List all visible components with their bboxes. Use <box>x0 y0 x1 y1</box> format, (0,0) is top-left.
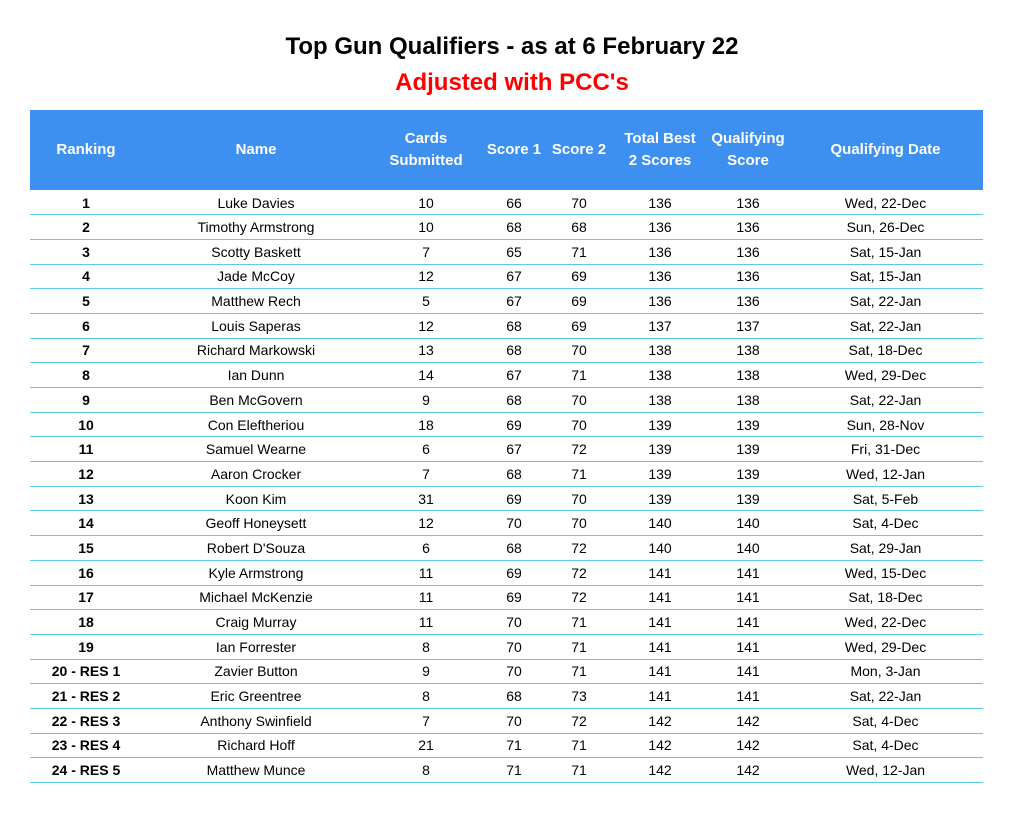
table-row <box>30 313 983 338</box>
cell-ranking: 4 <box>30 264 142 289</box>
cell-total-best: 136 <box>612 239 708 264</box>
cell-score-1: 70 <box>482 511 546 536</box>
cell-name: Jade McCoy <box>142 264 370 289</box>
page-title: Top Gun Qualifiers - as at 6 February 22 <box>285 33 739 60</box>
cell-score-1: 70 <box>482 610 546 635</box>
cell-ranking: 18 <box>30 610 142 635</box>
cell-name: Timothy Armstrong <box>142 215 370 240</box>
cell-score-1: 71 <box>482 733 546 758</box>
cell-ranking: 1 <box>30 190 142 215</box>
qualifiers-table <box>30 110 983 783</box>
cell-name: Craig Murray <box>142 610 370 635</box>
header-cards-submitted: Cards Submitted <box>389 130 463 169</box>
cell-ranking: 7 <box>30 338 142 363</box>
cell-qualifying-date: Sat, 18-Dec <box>788 338 983 363</box>
cell-cards-submitted: 12 <box>370 511 482 536</box>
cell-ranking: 15 <box>30 536 142 561</box>
cell-cards-submitted: 8 <box>370 758 482 783</box>
cell-cards-submitted: 10 <box>370 190 482 215</box>
cell-score-1: 68 <box>482 684 546 709</box>
page-subtitle: Adjusted with PCC's <box>395 69 629 96</box>
cell-qualifying-date: Sat, 29-Jan <box>788 536 983 561</box>
cell-ranking: 9 <box>30 388 142 413</box>
cell-qualifying-score: 141 <box>708 634 788 659</box>
cell-score-1: 65 <box>482 239 546 264</box>
cell-score-2: 70 <box>546 412 612 437</box>
cell-qualifying-score: 138 <box>708 363 788 388</box>
cell-cards-submitted: 12 <box>370 264 482 289</box>
table-row <box>30 511 983 536</box>
cell-score-2: 73 <box>546 684 612 709</box>
cell-qualifying-score: 139 <box>708 462 788 487</box>
cell-total-best: 136 <box>612 215 708 240</box>
cell-ranking: 8 <box>30 363 142 388</box>
cell-qualifying-score: 141 <box>708 684 788 709</box>
cell-cards-submitted: 9 <box>370 659 482 684</box>
header-row <box>30 110 983 190</box>
cell-total-best: 142 <box>612 758 708 783</box>
cell-name: Matthew Munce <box>142 758 370 783</box>
cell-qualifying-score: 136 <box>708 190 788 215</box>
cell-name: Richard Markowski <box>142 338 370 363</box>
cell-score-2: 70 <box>546 511 612 536</box>
table-body <box>30 190 983 783</box>
cell-name: Ian Dunn <box>142 363 370 388</box>
cell-qualifying-date: Sat, 22-Jan <box>788 388 983 413</box>
cell-score-2: 71 <box>546 659 612 684</box>
cell-name: Anthony Swinfield <box>142 708 370 733</box>
cell-score-1: 69 <box>482 412 546 437</box>
cell-cards-submitted: 31 <box>370 486 482 511</box>
cell-cards-submitted: 7 <box>370 239 482 264</box>
cell-score-2: 71 <box>546 239 612 264</box>
cell-name: Kyle Armstrong <box>142 560 370 585</box>
cell-name: Ian Forrester <box>142 634 370 659</box>
cell-cards-submitted: 6 <box>370 437 482 462</box>
cell-score-2: 71 <box>546 610 612 635</box>
header-qualifying-score: Qualifying Score <box>711 130 785 169</box>
cell-score-2: 70 <box>546 190 612 215</box>
table-row <box>30 733 983 758</box>
cell-total-best: 141 <box>612 684 708 709</box>
header-total-best: Total Best 2 Scores <box>624 130 696 169</box>
cell-score-2: 70 <box>546 388 612 413</box>
cell-total-best: 136 <box>612 190 708 215</box>
cell-qualifying-date: Sat, 18-Dec <box>788 585 983 610</box>
cell-score-1: 68 <box>482 215 546 240</box>
cell-score-1: 68 <box>482 388 546 413</box>
table-row <box>30 536 983 561</box>
cell-total-best: 141 <box>612 585 708 610</box>
cell-score-1: 67 <box>482 264 546 289</box>
cell-score-1: 67 <box>482 363 546 388</box>
table-row <box>30 708 983 733</box>
cell-total-best: 139 <box>612 462 708 487</box>
cell-name: Luke Davies <box>142 190 370 215</box>
cell-score-2: 70 <box>546 338 612 363</box>
cell-total-best: 138 <box>612 388 708 413</box>
header-ranking: Ranking <box>56 141 116 158</box>
cell-qualifying-score: 139 <box>708 486 788 511</box>
cell-score-1: 70 <box>482 659 546 684</box>
cell-ranking: 11 <box>30 437 142 462</box>
cell-score-2: 72 <box>546 585 612 610</box>
cell-cards-submitted: 10 <box>370 215 482 240</box>
cell-total-best: 141 <box>612 610 708 635</box>
cell-total-best: 141 <box>612 560 708 585</box>
cell-qualifying-date: Sat, 22-Jan <box>788 313 983 338</box>
cell-qualifying-score: 136 <box>708 239 788 264</box>
cell-total-best: 139 <box>612 412 708 437</box>
table-row <box>30 388 983 413</box>
cell-qualifying-score: 136 <box>708 289 788 314</box>
cell-qualifying-date: Sat, 4-Dec <box>788 733 983 758</box>
table-row <box>30 412 983 437</box>
cell-qualifying-score: 140 <box>708 511 788 536</box>
cell-qualifying-score: 138 <box>708 388 788 413</box>
cell-name: Zavier Button <box>142 659 370 684</box>
cell-qualifying-score: 141 <box>708 585 788 610</box>
cell-score-2: 71 <box>546 634 612 659</box>
cell-qualifying-score: 136 <box>708 215 788 240</box>
cell-qualifying-date: Sat, 22-Jan <box>788 289 983 314</box>
cell-qualifying-date: Wed, 15-Dec <box>788 560 983 585</box>
cell-score-2: 68 <box>546 215 612 240</box>
cell-qualifying-date: Sat, 4-Dec <box>788 708 983 733</box>
cell-qualifying-score: 141 <box>708 659 788 684</box>
header-score-2: Score 2 <box>551 141 607 158</box>
table-row <box>30 190 983 215</box>
table-row <box>30 659 983 684</box>
cell-name: Geoff Honeysett <box>142 511 370 536</box>
cell-score-2: 72 <box>546 437 612 462</box>
cell-ranking: 19 <box>30 634 142 659</box>
cell-score-1: 69 <box>482 560 546 585</box>
cell-cards-submitted: 21 <box>370 733 482 758</box>
cell-name: Michael McKenzie <box>142 585 370 610</box>
cell-name: Eric Greentree <box>142 684 370 709</box>
cell-total-best: 139 <box>612 437 708 462</box>
cell-total-best: 142 <box>612 708 708 733</box>
cell-qualifying-score: 142 <box>708 758 788 783</box>
cell-cards-submitted: 6 <box>370 536 482 561</box>
cell-score-2: 71 <box>546 758 612 783</box>
table-row <box>30 264 983 289</box>
cell-ranking: 21 - RES 2 <box>30 684 142 709</box>
table-row <box>30 634 983 659</box>
cell-cards-submitted: 11 <box>370 560 482 585</box>
cell-ranking: 22 - RES 3 <box>30 708 142 733</box>
cell-qualifying-score: 137 <box>708 313 788 338</box>
table-header <box>30 110 983 190</box>
cell-qualifying-score: 141 <box>708 560 788 585</box>
cell-qualifying-date: Sat, 15-Jan <box>788 264 983 289</box>
cell-cards-submitted: 8 <box>370 684 482 709</box>
cell-cards-submitted: 5 <box>370 289 482 314</box>
cell-ranking: 20 - RES 1 <box>30 659 142 684</box>
cell-total-best: 136 <box>612 289 708 314</box>
cell-score-1: 70 <box>482 634 546 659</box>
table-row <box>30 215 983 240</box>
cell-cards-submitted: 12 <box>370 313 482 338</box>
cell-qualifying-date: Wed, 29-Dec <box>788 363 983 388</box>
cell-score-1: 67 <box>482 289 546 314</box>
cell-qualifying-score: 142 <box>708 733 788 758</box>
cell-name: Matthew Rech <box>142 289 370 314</box>
cell-ranking: 13 <box>30 486 142 511</box>
cell-total-best: 140 <box>612 511 708 536</box>
table-row <box>30 610 983 635</box>
cell-score-2: 70 <box>546 486 612 511</box>
cell-ranking: 6 <box>30 313 142 338</box>
cell-cards-submitted: 13 <box>370 338 482 363</box>
cell-cards-submitted: 14 <box>370 363 482 388</box>
cell-ranking: 24 - RES 5 <box>30 758 142 783</box>
cell-total-best: 137 <box>612 313 708 338</box>
cell-total-best: 142 <box>612 733 708 758</box>
table-row <box>30 560 983 585</box>
cell-qualifying-score: 140 <box>708 536 788 561</box>
cell-total-best: 141 <box>612 659 708 684</box>
cell-qualifying-date: Wed, 22-Dec <box>788 610 983 635</box>
table-row <box>30 338 983 363</box>
cell-score-2: 71 <box>546 462 612 487</box>
cell-score-1: 68 <box>482 536 546 561</box>
cell-score-1: 68 <box>482 338 546 363</box>
cell-qualifying-date: Wed, 12-Jan <box>788 462 983 487</box>
cell-score-2: 69 <box>546 289 612 314</box>
cell-qualifying-date: Sat, 22-Jan <box>788 684 983 709</box>
cell-qualifying-score: 142 <box>708 708 788 733</box>
cell-score-1: 69 <box>482 486 546 511</box>
header-score-1: Score 1 <box>486 141 542 158</box>
cell-qualifying-date: Sat, 5-Feb <box>788 486 983 511</box>
cell-ranking: 16 <box>30 560 142 585</box>
cell-total-best: 140 <box>612 536 708 561</box>
cell-score-2: 71 <box>546 733 612 758</box>
cell-qualifying-date: Sun, 28-Nov <box>788 412 983 437</box>
cell-score-1: 70 <box>482 708 546 733</box>
cell-ranking: 2 <box>30 215 142 240</box>
cell-cards-submitted: 7 <box>370 462 482 487</box>
cell-cards-submitted: 18 <box>370 412 482 437</box>
cell-name: Robert D'Souza <box>142 536 370 561</box>
cell-qualifying-date: Fri, 31-Dec <box>788 437 983 462</box>
cell-score-2: 69 <box>546 264 612 289</box>
cell-score-2: 71 <box>546 363 612 388</box>
cell-cards-submitted: 11 <box>370 585 482 610</box>
cell-name: Samuel Wearne <box>142 437 370 462</box>
cell-qualifying-date: Wed, 22-Dec <box>788 190 983 215</box>
table-row <box>30 437 983 462</box>
table-row <box>30 289 983 314</box>
cell-score-1: 67 <box>482 437 546 462</box>
cell-qualifying-score: 139 <box>708 437 788 462</box>
cell-cards-submitted: 7 <box>370 708 482 733</box>
cell-qualifying-score: 141 <box>708 610 788 635</box>
cell-score-1: 71 <box>482 758 546 783</box>
cell-qualifying-score: 138 <box>708 338 788 363</box>
cell-qualifying-date: Wed, 12-Jan <box>788 758 983 783</box>
cell-ranking: 23 - RES 4 <box>30 733 142 758</box>
table-row <box>30 486 983 511</box>
cell-cards-submitted: 8 <box>370 634 482 659</box>
cell-name: Ben McGovern <box>142 388 370 413</box>
cell-ranking: 14 <box>30 511 142 536</box>
cell-qualifying-date: Wed, 29-Dec <box>788 634 983 659</box>
cell-total-best: 136 <box>612 264 708 289</box>
cell-score-2: 72 <box>546 536 612 561</box>
cell-qualifying-score: 139 <box>708 412 788 437</box>
cell-ranking: 3 <box>30 239 142 264</box>
cell-score-2: 69 <box>546 313 612 338</box>
cell-ranking: 10 <box>30 412 142 437</box>
cell-score-1: 68 <box>482 462 546 487</box>
header-name: Name <box>235 141 277 158</box>
table-row <box>30 363 983 388</box>
table-row <box>30 239 983 264</box>
cell-name: Scotty Baskett <box>142 239 370 264</box>
cell-total-best: 139 <box>612 486 708 511</box>
cell-score-2: 72 <box>546 560 612 585</box>
cell-score-1: 66 <box>482 190 546 215</box>
cell-name: Richard Hoff <box>142 733 370 758</box>
cell-cards-submitted: 11 <box>370 610 482 635</box>
table-row <box>30 462 983 487</box>
cell-qualifying-date: Sat, 15-Jan <box>788 239 983 264</box>
cell-qualifying-date: Sun, 26-Dec <box>788 215 983 240</box>
cell-total-best: 141 <box>612 634 708 659</box>
cell-name: Aaron Crocker <box>142 462 370 487</box>
cell-cards-submitted: 9 <box>370 388 482 413</box>
cell-score-2: 72 <box>546 708 612 733</box>
table-row <box>30 585 983 610</box>
cell-ranking: 5 <box>30 289 142 314</box>
header-qualifying-date: Qualifying Date <box>830 141 941 158</box>
cell-qualifying-date: Mon, 3-Jan <box>788 659 983 684</box>
cell-qualifying-date: Sat, 4-Dec <box>788 511 983 536</box>
cell-ranking: 12 <box>30 462 142 487</box>
cell-score-1: 69 <box>482 585 546 610</box>
cell-qualifying-score: 136 <box>708 264 788 289</box>
cell-total-best: 138 <box>612 338 708 363</box>
cell-name: Louis Saperas <box>142 313 370 338</box>
cell-name: Con Eleftheriou <box>142 412 370 437</box>
table-row <box>30 758 983 783</box>
cell-score-1: 68 <box>482 313 546 338</box>
cell-ranking: 17 <box>30 585 142 610</box>
table-row <box>30 684 983 709</box>
cell-name: Koon Kim <box>142 486 370 511</box>
cell-total-best: 138 <box>612 363 708 388</box>
